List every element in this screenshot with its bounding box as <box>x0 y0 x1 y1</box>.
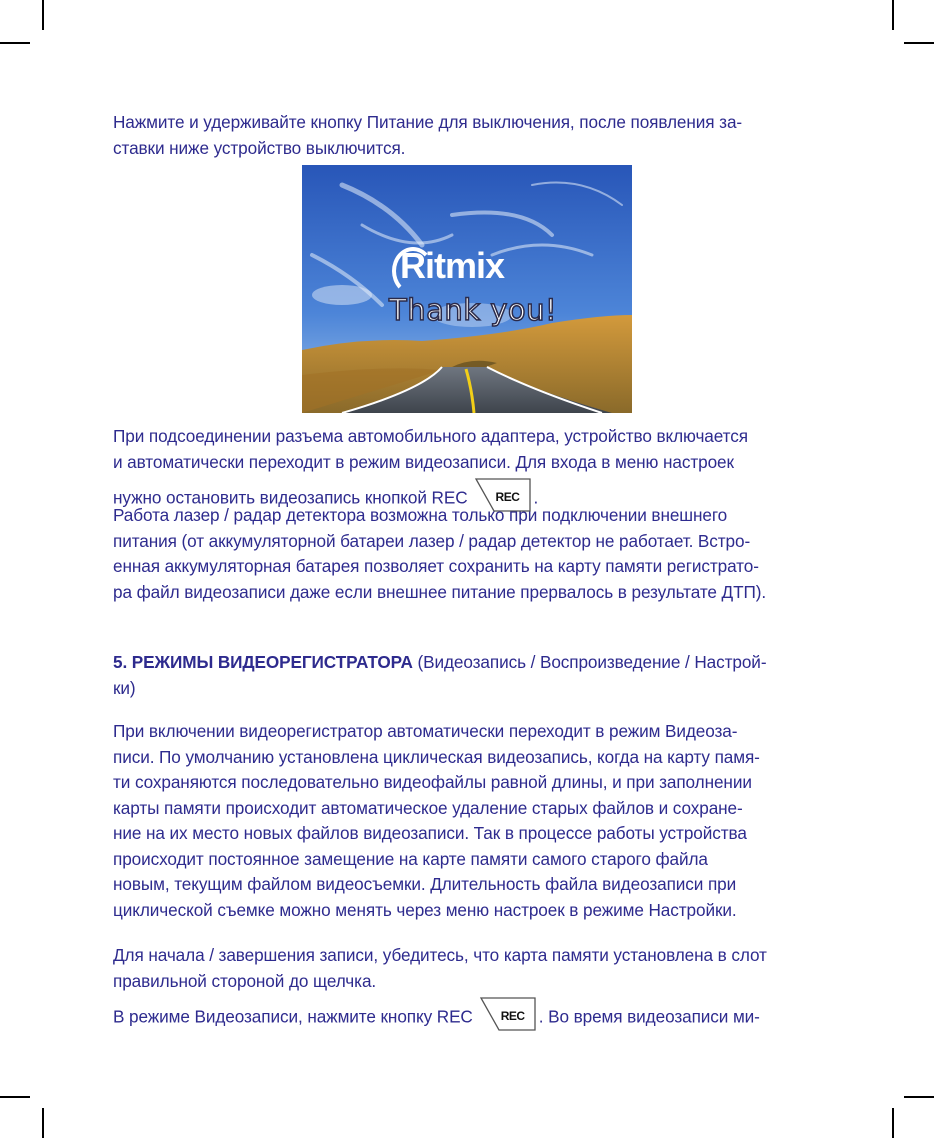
crop-mark <box>0 1096 30 1098</box>
section-heading <box>113 650 766 674</box>
rec-button-label: REC <box>495 490 520 504</box>
text-line: новым, текущим файлом видеосъемки. Длительность файла видеозаписи при <box>113 874 737 894</box>
text-line: и автоматически переходит в режим видеозаписи. Для входа в меню настроек <box>113 452 734 472</box>
rec-button-label: REC <box>500 1009 525 1023</box>
text-line: ставки ниже устройство выключится. <box>113 138 406 158</box>
text-line: питания (от аккумуляторной батареи лазер / радар детектор не работает. Встро- <box>113 531 751 551</box>
text-line: При подсоединении разъема автомобильного адаптера, устройство включается <box>113 426 748 446</box>
text-line: ние на их место новых файлов видеозаписи. Так в процессе работы устройства <box>113 823 747 843</box>
crop-mark <box>904 42 934 44</box>
ritmix-logo <box>400 245 504 287</box>
text-line <box>113 1000 760 1036</box>
text-line: циклической съемке можно менять через меню настроек в режиме Настройки. <box>113 900 737 920</box>
text-line: правильной стороной до щелчка. <box>113 971 377 991</box>
text-fragment: В режиме Видеозаписи, нажмите кнопку REC <box>113 1006 473 1027</box>
section-heading-title: 5. РЕЖИМЫ ВИДЕОРЕГИСТРАТОРА <box>113 652 413 672</box>
text-line: Нажмите и удерживайте кнопку Питание для выключения, после появления за- <box>113 112 743 132</box>
ritmix-logo-swoosh <box>392 247 434 295</box>
text-line: При включении видеорегистратор автоматически переходит в режим Видеоза- <box>113 721 738 741</box>
text-line: енная аккумуляторная батарея позволяет сохранить на карту памяти регистрато- <box>113 556 759 576</box>
text-line: происходит постоянное замещение на карте памяти самого старого файла <box>113 849 708 869</box>
text-line: Работа лазер / радар детектора возможна только при подключении внешнего <box>113 505 728 525</box>
section-heading-continuation: ки) <box>113 678 136 698</box>
text-fragment: . Во время видеозаписи ми- <box>538 1006 760 1027</box>
ritmix-logo-text: Ritmix <box>400 245 505 286</box>
text-line: карты памяти происходит автоматическое удаление старых файлов и сохране- <box>113 798 743 818</box>
thank-you-caption: Thank you! <box>389 293 558 327</box>
text-line: писи. По умолчанию установлена циклическая видеозапись, когда на карту памя- <box>113 747 760 767</box>
section-heading-subtitle: (Видеозапись / Воспроизведение / Настрой- <box>412 652 767 672</box>
crop-mark <box>892 1108 894 1138</box>
crop-mark <box>892 0 894 30</box>
text-line: ти сохраняются последовательно видеофайлы равной длины, и при заполнении <box>113 772 752 792</box>
text-line: ра файл видеозаписи даже если внешнее питание прервалось в результате ДТП). <box>113 582 767 602</box>
crop-mark <box>904 1096 934 1098</box>
splash-screen-illustration <box>302 165 632 413</box>
text-fragment: нужно остановить видеозапись кнопкой REC <box>113 487 468 508</box>
text-fragment: . <box>533 487 539 508</box>
crop-mark <box>0 42 30 44</box>
splash-screen-image <box>302 165 632 413</box>
rec-button-icon <box>479 996 537 1032</box>
crop-mark <box>42 1108 44 1138</box>
text-line: Для начала / завершения записи, убедитесь, что карта памяти установлена в слот <box>113 945 767 965</box>
crop-mark <box>42 0 44 30</box>
